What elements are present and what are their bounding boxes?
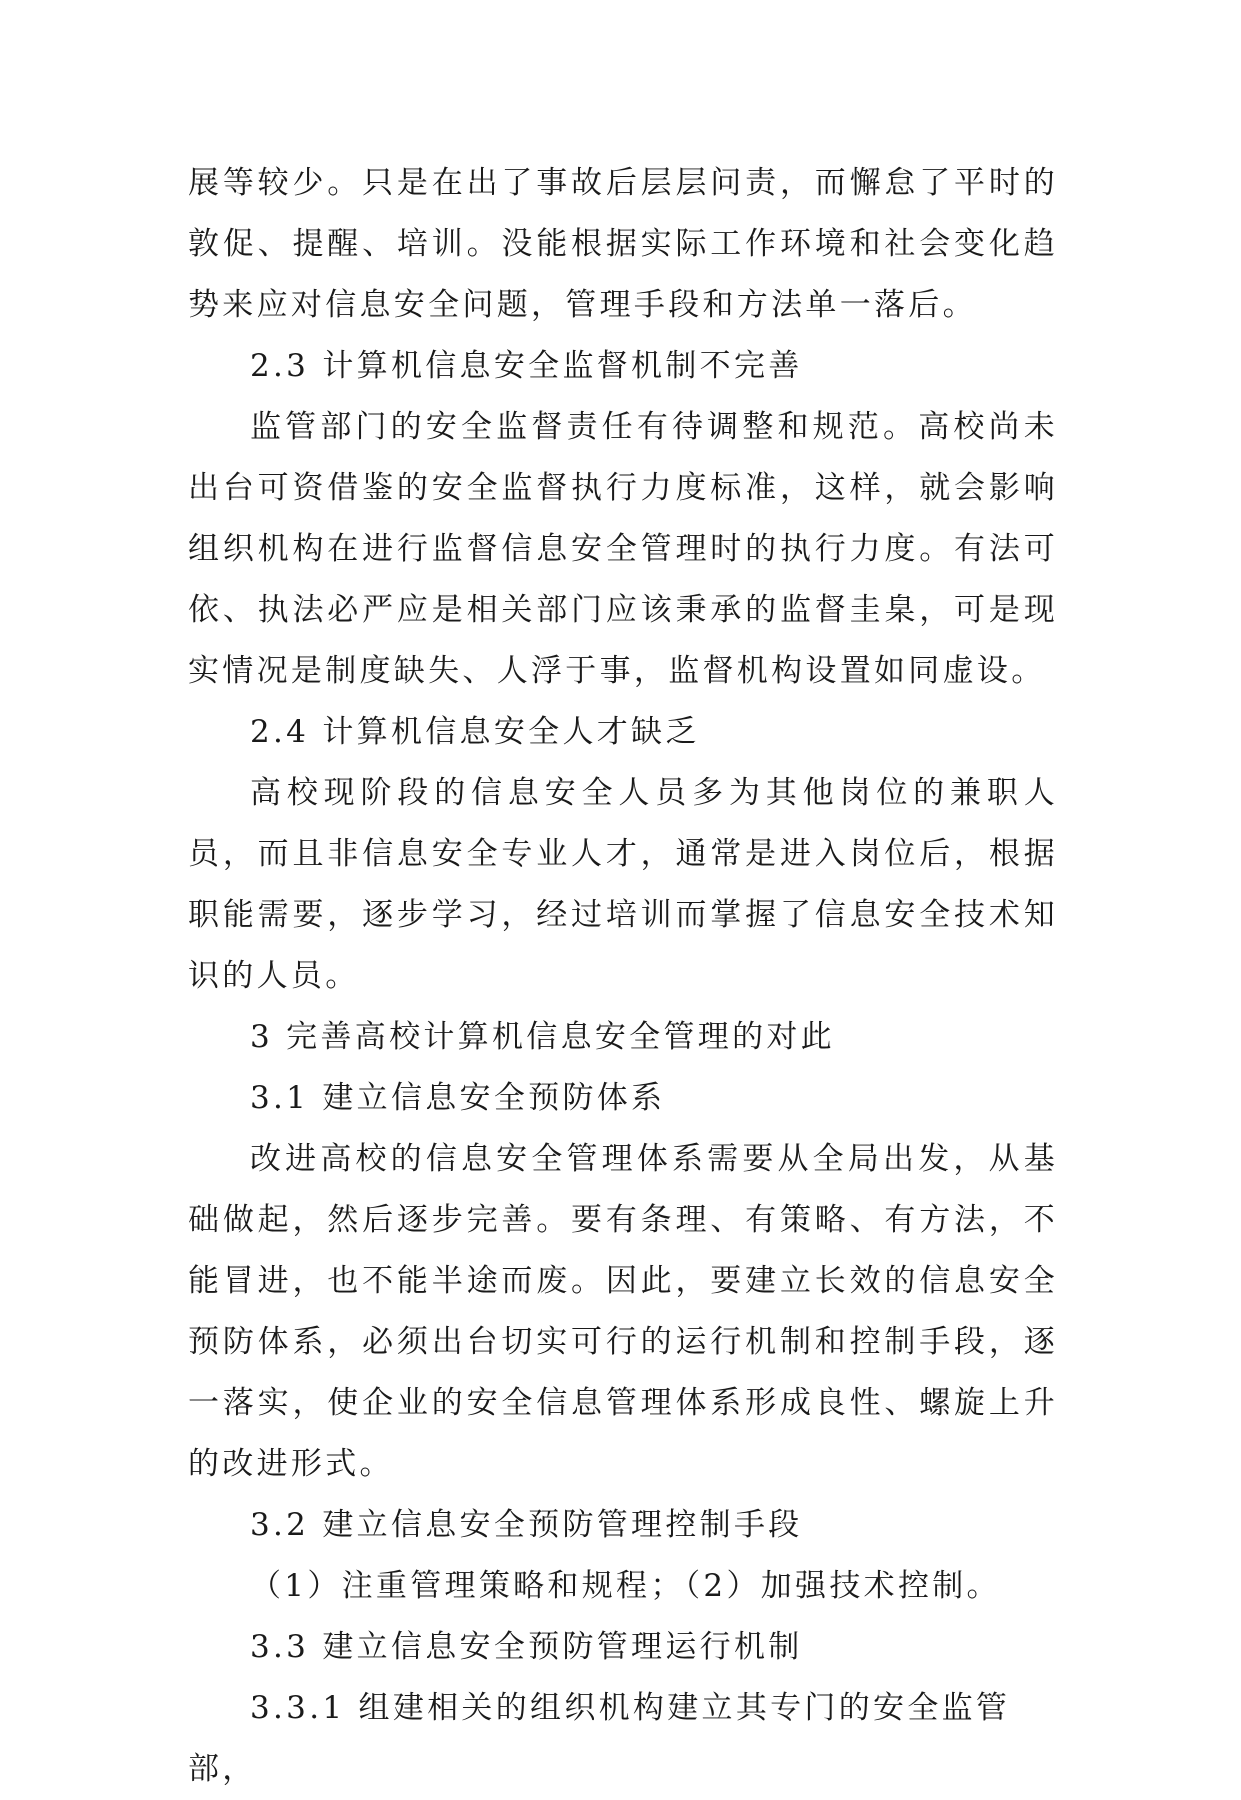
section-heading-3: 3 完善高校计算机信息安全管理的对此 [250, 1019, 835, 1055]
paragraph-prevention-system: 改进高校的信息安全管理体系需要从全局出发，从基础做起，然后逐步完善。要有条理、有策略、有方法，不能冒进，也不能半途而废。因此，要建立长效的信息安全预防体系，必须出台切实可行的运行机制和控制手段，逐一落实，使企业的安全信息管理体系形成良性、螺旋上升的改进形式。 [188, 1141, 1058, 1482]
section-heading-2-3: 2.3 计算机信息安全监督机制不完善 [250, 348, 803, 384]
document-body [188, 153, 1058, 1800]
section-heading-3-2: 3.2 建立信息安全预防管理控制手段 [250, 1507, 803, 1543]
paragraph-control-measures: （1）注重管理策略和规程；（2）加强技术控制。 [250, 1568, 1001, 1604]
paragraph-talent: 高校现阶段的信息安全人员多为其他岗位的兼职人员，而且非信息安全专业人才，通常是进入岗位后，根据职能需要，逐步学习，经过培训而掌握了信息安全技术知识的人员。 [188, 775, 1058, 994]
paragraph-continued: 展等较少。只是在出了事故后层层问责，而懈怠了平时的敦促、提醒、培训。没能根据实际工作环境和社会变化趋势来应对信息安全问题，管理手段和方法单一落后。 [188, 165, 1058, 323]
paragraph-supervision: 监管部门的安全监督责任有待调整和规范。高校尚未出台可资借鉴的安全监督执行力度标准，这样，就会影响组织机构在进行监督信息安全管理时的执行力度。有法可依、执法必严应是相关部门应该秉承的监督圭臬，可是现实情况是制度缺失、人浮于事，监督机构设置如同虚设。 [188, 409, 1058, 689]
section-heading-3-1: 3.1 建立信息安全预防体系 [250, 1080, 666, 1116]
section-heading-3-3: 3.3 建立信息安全预防管理运行机制 [250, 1629, 803, 1665]
section-heading-3-3-1: 3.3.1 组建相关的组织机构建立其专门的安全监管部， [188, 1690, 1011, 1787]
section-heading-2-4: 2.4 计算机信息安全人才缺乏 [250, 714, 700, 750]
